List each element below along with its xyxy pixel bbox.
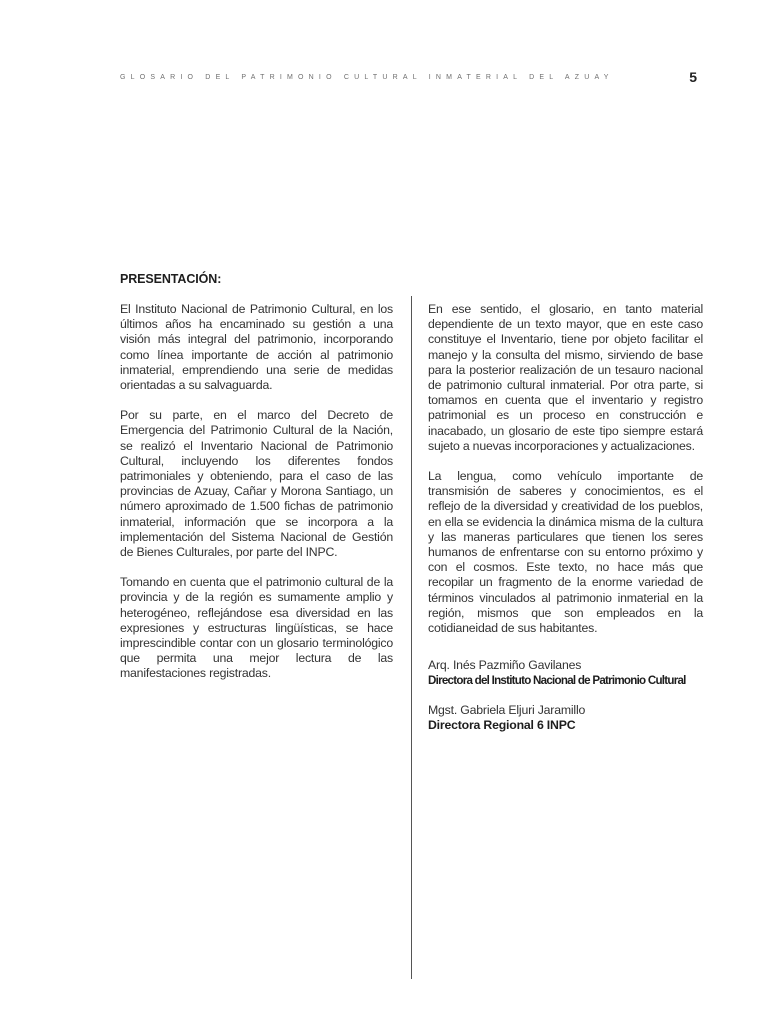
body-paragraph: Tomando en cuenta que el patrimonio cultural de la provincia y de la región es sumamente amplio y heterogéneo, reflejándose esa diversidad en las expresiones y estructuras lingüísticas, se hace imprescindible contar con un glosario terminológico que permita una mejor lectura de las manifestaciones registradas.: [120, 575, 393, 681]
signatory-name: Mgst. Gabriela Eljuri Jaramillo: [428, 702, 586, 717]
column-divider: [411, 296, 412, 979]
signatory-title: Directora Regional 6 INPC: [428, 717, 576, 732]
signatory-name: Arq. Inés Pazmiño Gavilanes: [428, 658, 582, 673]
signature-block: [428, 703, 703, 733]
signatory-title: Directora del Instituto Nacional de Patrimonio Cultural: [428, 674, 686, 688]
body-paragraph: El Instituto Nacional de Patrimonio Cultural, en los últimos años ha encaminado su gestión a una visión más integral del patrimonio, incorporando como línea importante de acción al patrimonio inmaterial, emprendiendo una serie de medidas orientadas a su salvaguarda.: [120, 302, 393, 393]
body-paragraph: Por su parte, en el marco del Decreto de Emergencia del Patrimonio Cultural de la Nación, se realizó el Inventario Nacional de Patrimonio Cultural, incluyendo los diferentes fondos patrimoniales y obteniendo, para el caso de las provincias de Azuay, Cañar y Morona Santiago, un número aproximado de 1.500 fichas de patrimonio inmaterial, información que se incorpora a la implementación del Sistema Nacional de Gestión de Bienes Culturales, por parte del INPC.: [120, 408, 393, 560]
body-paragraph: En ese sentido, el glosario, en tanto material dependiente de un texto mayor, que en este caso constituye el Inventario, tiene por objeto facilitar el manejo y la consulta del mismo, sirviendo de base para la posterior realización de un tesauro nacional de patrimonio cultural inmaterial. Por otra parte, si tomamos en cuenta que el inventario y registro patrimonial es un proceso en construcción e inacabado, un glosario de este tipo siempre estará sujeto a nuevas incorporaciones y actualizaciones.: [428, 302, 703, 453]
running-header: GLOSARIO DEL PATRIMONIO CULTURAL INMATERIAL DEL AZUAY: [120, 74, 614, 81]
right-column: [428, 302, 703, 733]
body-paragraph: La lengua, como vehículo importante de transmisión de saberes y conocimientos, es el reflejo de la diversidad y creatividad de los pueblos, en ella se evidencia la dinámica misma de la cultura y las maneras particulares que tienen los seres humanos de enfrentarse con su entorno próximo y con el cosmos. Este texto, no hace más que recopilar un fragmento de la enorme variedad de términos vinculados al patrimonio inmaterial en la región, mismos que son empleados en la cotidianeidad de sus habitantes.: [428, 469, 703, 636]
section-title: PRESENTACIÓN:: [120, 272, 222, 286]
signature-block: [428, 658, 703, 688]
left-column: [120, 302, 393, 697]
page-number: 5: [689, 69, 697, 85]
